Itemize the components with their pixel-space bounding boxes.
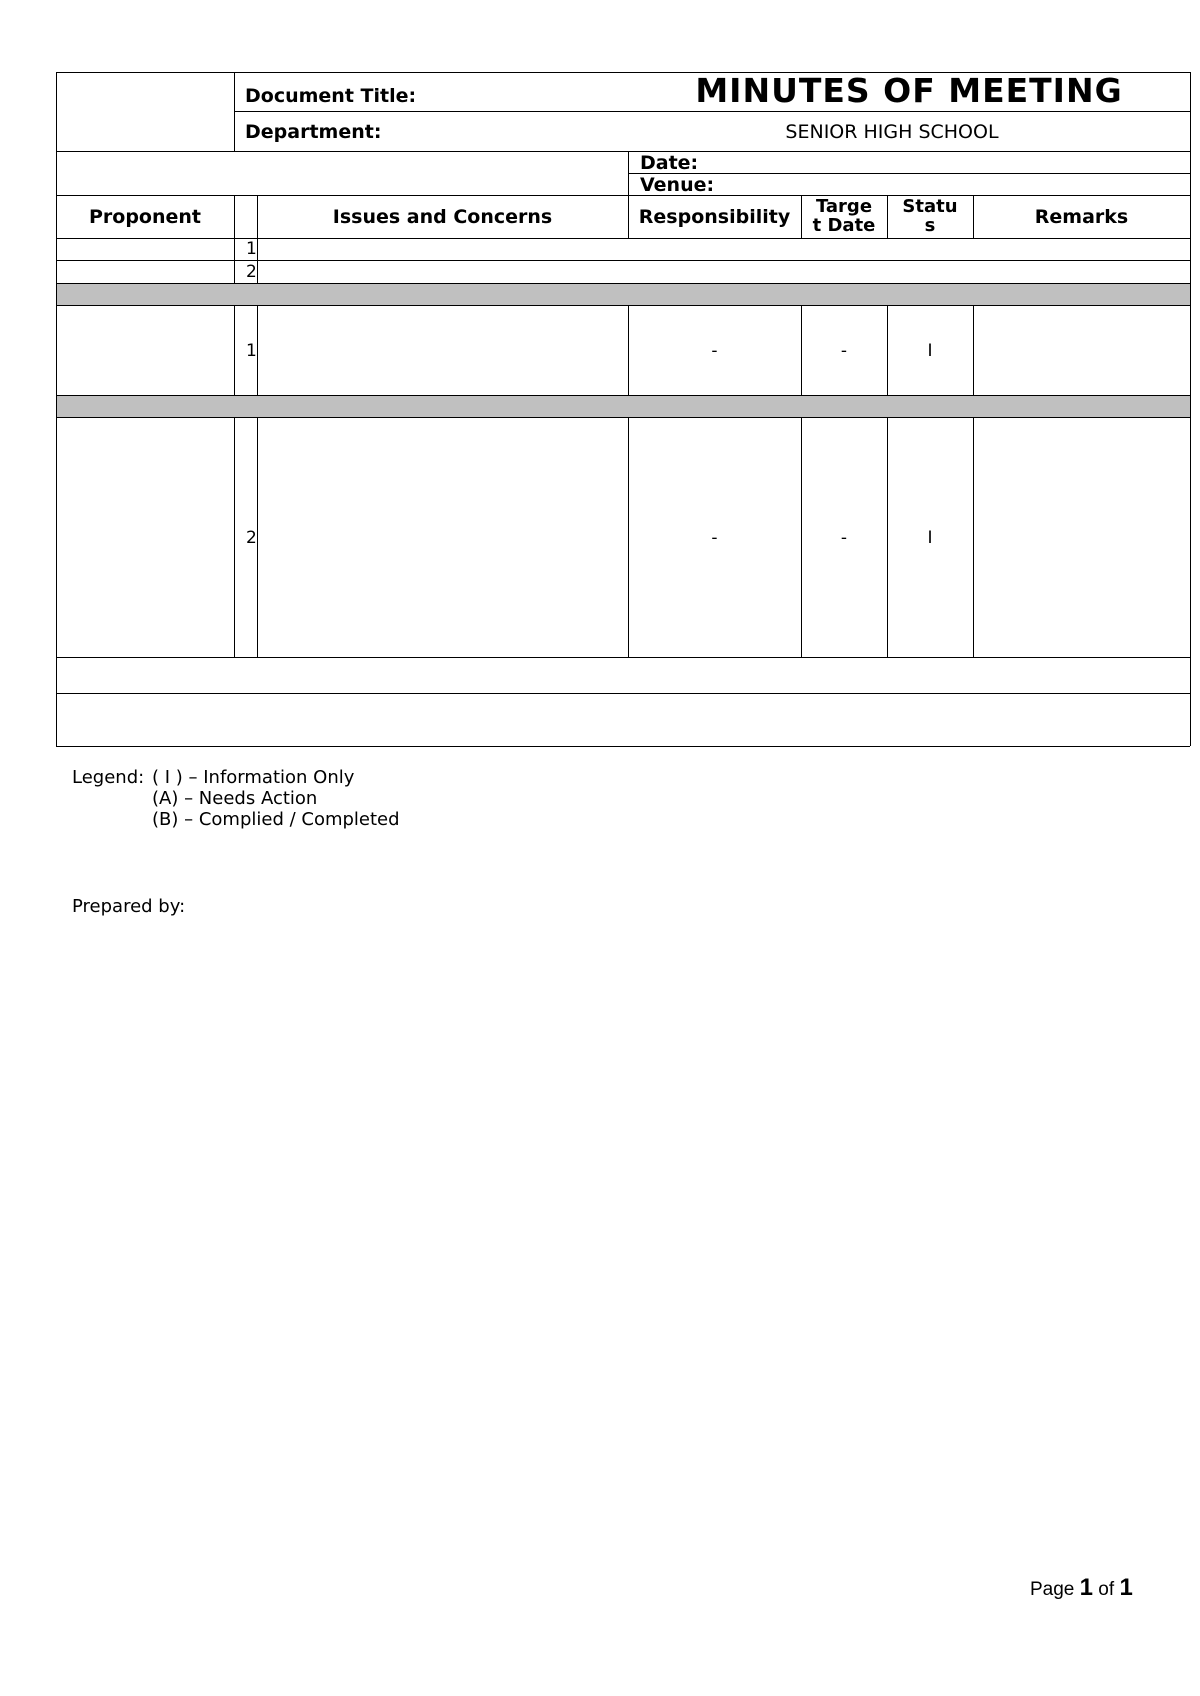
column-header-status-line2: s	[924, 215, 936, 236]
divider	[257, 417, 258, 657]
divider	[628, 151, 629, 195]
column-header-remarks: Remarks	[1034, 206, 1129, 228]
section-band	[57, 284, 1190, 305]
department-label: Department:	[245, 121, 382, 143]
prepared-by-label: Prepared by:	[72, 896, 186, 917]
page-number: 1	[1079, 1574, 1094, 1601]
divider	[56, 238, 1190, 239]
divider	[56, 195, 1190, 196]
legend-label: Legend:	[72, 767, 145, 788]
total-pages: 1	[1119, 1574, 1133, 1601]
page-indicator	[1030, 1574, 1133, 1602]
divider	[234, 305, 235, 395]
legend-item-information: ( I ) – Information Only	[152, 767, 355, 788]
item-row-number: 1	[246, 341, 257, 361]
section-band	[57, 396, 1190, 417]
document-title-label: Document Title:	[245, 85, 417, 107]
table-border-bottom	[56, 746, 1190, 747]
divider	[973, 305, 974, 395]
legend-item-complied: (B) – Complied / Completed	[152, 809, 400, 830]
divider	[56, 417, 1190, 418]
divider	[56, 260, 1190, 261]
divider	[56, 305, 1190, 306]
divider	[973, 417, 974, 657]
column-header-status	[887, 197, 973, 235]
item-target-date: -	[840, 528, 848, 548]
divider	[56, 693, 1190, 694]
department-value: SENIOR HIGH SCHOOL	[785, 121, 999, 143]
item-status: I	[927, 528, 933, 548]
item-status: I	[927, 341, 933, 361]
legend-item-needs-action: (A) – Needs Action	[152, 788, 318, 809]
divider	[234, 111, 1190, 112]
divider	[56, 151, 1190, 152]
column-header-status-line1: Statu	[902, 196, 958, 217]
column-header-issues: Issues and Concerns	[332, 206, 553, 228]
item-responsibility: -	[711, 341, 718, 361]
column-header-proponent: Proponent	[88, 206, 202, 228]
top-row-number: 2	[246, 262, 257, 282]
divider	[234, 417, 235, 657]
top-row-number: 1	[246, 239, 257, 259]
table-border-right	[1190, 72, 1191, 746]
column-header-responsibility: Responsibility	[638, 206, 791, 228]
item-row-number: 2	[246, 528, 257, 548]
of-word: of	[1098, 1579, 1115, 1600]
page-word: Page	[1030, 1579, 1075, 1600]
divider	[56, 657, 1190, 658]
venue-label: Venue:	[640, 174, 715, 196]
column-header-target-date	[801, 197, 887, 235]
item-responsibility: -	[711, 528, 718, 548]
date-label: Date:	[640, 152, 699, 174]
divider	[234, 195, 235, 283]
document-title-value: MINUTES OF MEETING	[695, 71, 1123, 110]
table-border-left	[56, 72, 57, 746]
column-header-target-date-line2: t Date	[812, 215, 876, 236]
divider	[257, 305, 258, 395]
divider	[234, 72, 235, 151]
item-target-date: -	[840, 341, 848, 361]
column-header-target-date-line1: Targe	[815, 196, 873, 217]
